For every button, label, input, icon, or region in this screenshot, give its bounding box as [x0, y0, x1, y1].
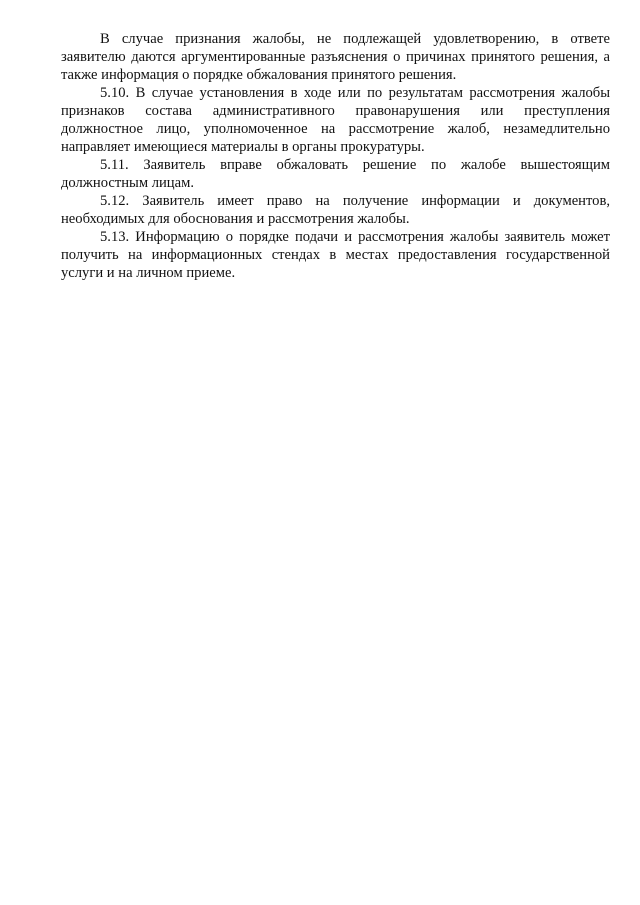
paragraph-5-10: 5.10. В случае установления в ходе или по результатам рассмотрения жалобы признаков состава административного правонарушения или преступления должностное лицо, уполномоченное на рассмотрение жалоб, незамедлительно направляет имеющиеся материалы в органы прокуратуры. — [61, 85, 610, 155]
paragraph-complaint-rejection: В случае признания жалобы, не подлежащей удовлетворению, в ответе заявителю даются аргументированные разъяснения о причинах принятого решения, а также информация о порядке обжалования принятого решения. — [61, 31, 610, 83]
document-body — [61, 30, 610, 282]
paragraph-5-12: 5.12. Заявитель имеет право на получение информации и документов, необходимых для обоснования и рассмотрения жалобы. — [61, 193, 610, 227]
paragraph-5-11: 5.11. Заявитель вправе обжаловать решение по жалобе вышестоящим должностным лицам. — [61, 157, 610, 191]
paragraph-5-13: 5.13. Информацию о порядке подачи и рассмотрения жалобы заявитель может получить на информационных стендах в местах предоставления государственной услуги и на личном приеме. — [61, 229, 610, 281]
